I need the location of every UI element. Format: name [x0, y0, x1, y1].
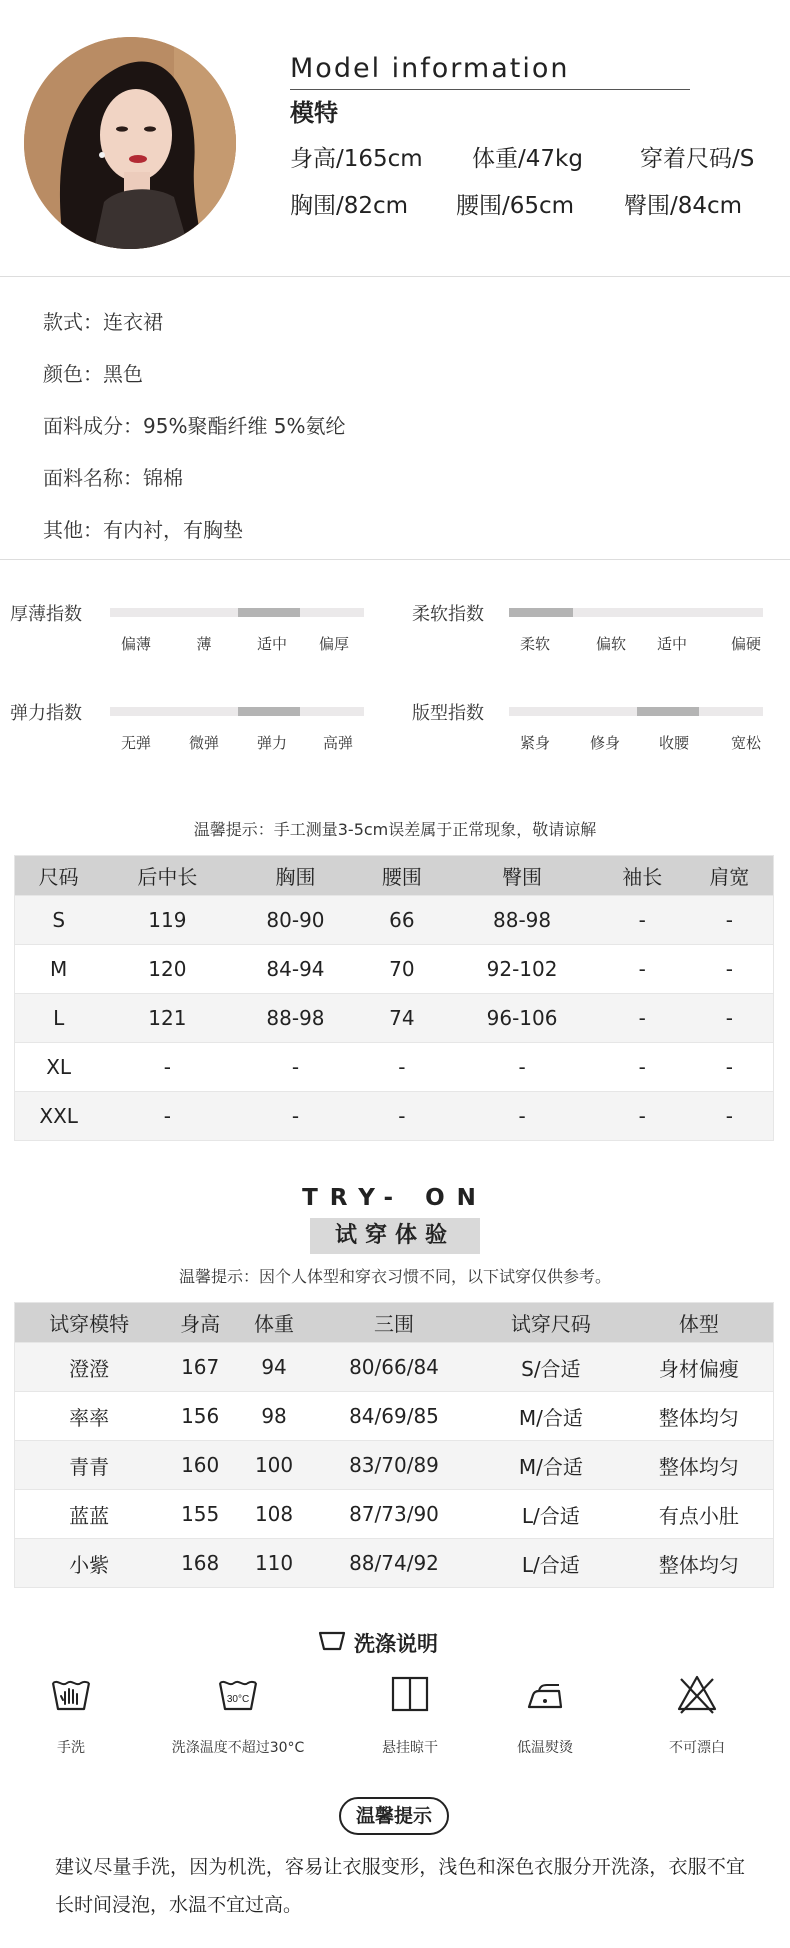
table-cell: 110	[237, 1539, 311, 1588]
size-tip: 温馨提示：手工测量3-5cm误差属于正常现象，敬请谅解	[193, 820, 597, 839]
hand-wash-icon	[49, 1673, 93, 1717]
table-cell: 小紫	[15, 1539, 164, 1588]
thickness-label: 薄	[196, 635, 212, 653]
softness-label: 偏硬	[730, 635, 762, 653]
elasticity-label: 弹力	[256, 734, 288, 752]
table-cell: 青青	[15, 1441, 164, 1490]
model-weight: 体重/47kg	[472, 146, 583, 172]
table-cell: -	[686, 1043, 774, 1092]
table-cell: 率率	[15, 1392, 164, 1441]
fit-label: 紧身	[519, 734, 551, 752]
table-cell: 94	[237, 1343, 311, 1392]
table-cell: 88-98	[232, 994, 358, 1043]
table-row	[15, 1043, 774, 1092]
table-cell: L/合适	[477, 1490, 625, 1539]
table-cell: 整体均匀	[625, 1539, 774, 1588]
fit-label: 收腰	[658, 734, 690, 752]
table-header: 胸围	[232, 856, 358, 896]
wash-30-icon	[216, 1673, 260, 1717]
table-cell: 有点小肚	[625, 1490, 774, 1539]
table-cell: -	[599, 896, 686, 945]
table-header: 体重	[237, 1303, 311, 1343]
wash-item-30	[158, 1673, 318, 1757]
notice-title: 温馨提示	[339, 1797, 449, 1835]
table-cell: M/合适	[477, 1392, 625, 1441]
table-cell: 108	[237, 1490, 311, 1539]
section-divider	[0, 276, 790, 277]
hang-dry-icon	[388, 1673, 432, 1717]
try-on-title-en: TRY- ON	[302, 1185, 488, 1211]
table-cell: 121	[102, 994, 232, 1043]
table-cell: -	[445, 1043, 599, 1092]
table-cell: -	[686, 945, 774, 994]
table-header: 试穿模特	[15, 1303, 164, 1343]
table-header: 身高	[163, 1303, 237, 1343]
washing-title: 洗涤说明	[354, 1632, 438, 1656]
wash-label: 不可漂白	[669, 1740, 725, 1756]
model-subtitle: 模特	[290, 99, 338, 127]
thickness-label: 偏厚	[318, 635, 350, 653]
table-header: 后中长	[102, 856, 232, 896]
section-divider	[0, 559, 790, 560]
table-cell: 66	[359, 896, 446, 945]
table-cell: XXL	[15, 1092, 103, 1141]
thickness-index-fill	[238, 608, 300, 617]
table-header-row	[15, 1303, 774, 1343]
try-on-title-cn: 试穿体验	[310, 1218, 480, 1254]
table-header: 腰围	[359, 856, 446, 896]
table-cell: 80-90	[232, 896, 358, 945]
table-header: 臀围	[445, 856, 599, 896]
table-cell: 92-102	[445, 945, 599, 994]
table-cell: 167	[163, 1343, 237, 1392]
table-header: 肩宽	[686, 856, 774, 896]
elasticity-index-bar	[110, 707, 364, 716]
table-cell: M/合适	[477, 1441, 625, 1490]
attr-color: 颜色：黑色	[43, 362, 143, 386]
table-cell: 88/74/92	[311, 1539, 477, 1588]
table-cell: -	[359, 1043, 446, 1092]
table-cell: L/合适	[477, 1539, 625, 1588]
table-cell: XL	[15, 1043, 103, 1092]
elasticity-index-fill	[238, 707, 300, 716]
table-cell: 96-106	[445, 994, 599, 1043]
table-row	[15, 1539, 774, 1588]
size-table	[14, 855, 774, 1141]
thickness-label: 适中	[256, 635, 288, 653]
table-cell: 87/73/90	[311, 1490, 477, 1539]
table-cell: -	[232, 1043, 358, 1092]
fit-index-title: 版型指数	[412, 703, 484, 724]
fit-label: 宽松	[730, 734, 762, 752]
table-row	[15, 1092, 774, 1141]
table-cell: -	[102, 1092, 232, 1141]
table-cell: -	[102, 1043, 232, 1092]
model-hip: 臀围/84cm	[624, 193, 743, 219]
model-info-section	[0, 0, 790, 275]
table-cell: 98	[237, 1392, 311, 1441]
table-cell: S	[15, 896, 103, 945]
no-bleach-icon	[675, 1673, 719, 1717]
table-cell: 119	[102, 896, 232, 945]
table-row	[15, 1343, 774, 1392]
table-cell: 100	[237, 1441, 311, 1490]
model-title: Model information	[290, 53, 570, 84]
table-header: 尺码	[15, 856, 103, 896]
svg-text:30°C: 30°C	[226, 1694, 250, 1705]
table-header: 试穿尺码	[477, 1303, 625, 1343]
table-cell: 160	[163, 1441, 237, 1490]
wash-item-hand-wash	[0, 1673, 151, 1757]
table-header: 袖长	[599, 856, 686, 896]
table-header: 三围	[311, 1303, 477, 1343]
table-cell: 整体均匀	[625, 1441, 774, 1490]
attr-other: 其他：有内衬，有胸垫	[43, 518, 243, 542]
table-cell: 168	[163, 1539, 237, 1588]
attr-composition: 面料成分：95%聚酯纤维 5%氨纶	[43, 414, 346, 438]
softness-label: 柔软	[519, 635, 551, 653]
table-cell: M	[15, 945, 103, 994]
model-waist: 腰围/65cm	[456, 193, 575, 219]
table-cell: 蓝蓝	[15, 1490, 164, 1539]
thickness-index-bar	[110, 608, 364, 617]
fit-index-bar	[509, 707, 763, 716]
fit-index-fill	[637, 707, 699, 716]
title-underline	[290, 89, 690, 90]
table-row	[15, 994, 774, 1043]
table-cell: 156	[163, 1392, 237, 1441]
try-on-tip: 温馨提示：因个人体型和穿衣习惯不同，以下试穿仅供参考。	[178, 1267, 611, 1286]
wash-item-no-bleach	[617, 1673, 777, 1757]
table-cell: -	[599, 994, 686, 1043]
table-cell: 83/70/89	[311, 1441, 477, 1490]
thickness-label: 偏薄	[120, 635, 152, 653]
table-header-row	[15, 856, 774, 896]
table-cell: -	[686, 896, 774, 945]
model-avatar	[24, 37, 236, 249]
table-cell: 澄澄	[15, 1343, 164, 1392]
table-cell: L	[15, 994, 103, 1043]
notice-text: 建议尽量手洗，因为机洗，容易让衣服变形，浅色和深色衣服分开洗涤，衣服不宜长时间浸泡，水温不宜过高。	[55, 1856, 745, 1916]
table-cell: 120	[102, 945, 232, 994]
wash-label: 手洗	[57, 1740, 85, 1756]
wash-item-low-iron	[465, 1673, 625, 1757]
table-cell: 84-94	[232, 945, 358, 994]
elasticity-label: 高弹	[322, 734, 354, 752]
wash-label: 洗涤温度不超过30°C	[171, 1740, 305, 1756]
elasticity-label: 微弹	[188, 734, 220, 752]
table-cell: 84/69/85	[311, 1392, 477, 1441]
low-iron-icon	[523, 1673, 567, 1717]
table-cell: -	[686, 994, 774, 1043]
table-row	[15, 1441, 774, 1490]
table-cell: 155	[163, 1490, 237, 1539]
model-bust: 胸围/82cm	[290, 193, 409, 219]
elasticity-label: 无弹	[120, 734, 152, 752]
table-cell: 80/66/84	[311, 1343, 477, 1392]
fit-label: 修身	[589, 734, 621, 752]
softness-label: 适中	[656, 635, 688, 653]
table-cell: 身材偏瘦	[625, 1343, 774, 1392]
table-cell: 70	[359, 945, 446, 994]
table-header: 体型	[625, 1303, 774, 1343]
basin-icon	[318, 1630, 346, 1656]
attr-style: 款式：连衣裙	[43, 310, 163, 334]
table-cell: -	[686, 1092, 774, 1141]
softness-index-title: 柔软指数	[412, 604, 484, 625]
model-height: 身高/165cm	[290, 146, 423, 172]
table-row	[15, 945, 774, 994]
table-cell: S/合适	[477, 1343, 625, 1392]
attr-fabric: 面料名称：锦棉	[43, 466, 183, 490]
table-row	[15, 1490, 774, 1539]
table-cell: 74	[359, 994, 446, 1043]
thickness-index-title: 厚薄指数	[10, 604, 82, 625]
model-size: 穿着尺码/S	[640, 146, 755, 172]
table-cell: -	[445, 1092, 599, 1141]
table-cell: -	[359, 1092, 446, 1141]
table-cell: -	[232, 1092, 358, 1141]
table-cell: -	[599, 945, 686, 994]
table-row	[15, 896, 774, 945]
softness-index-fill	[509, 608, 573, 617]
table-row	[15, 1392, 774, 1441]
table-cell: -	[599, 1043, 686, 1092]
softness-label: 偏软	[595, 635, 627, 653]
table-cell: 整体均匀	[625, 1392, 774, 1441]
washing-header	[318, 1628, 438, 1658]
wash-label: 悬挂晾干	[382, 1740, 438, 1756]
elasticity-index-title: 弹力指数	[10, 703, 82, 724]
softness-index-bar	[509, 608, 763, 617]
try-on-table	[14, 1302, 774, 1588]
wash-label: 低温熨烫	[517, 1740, 573, 1756]
table-cell: 88-98	[445, 896, 599, 945]
table-cell: -	[599, 1092, 686, 1141]
